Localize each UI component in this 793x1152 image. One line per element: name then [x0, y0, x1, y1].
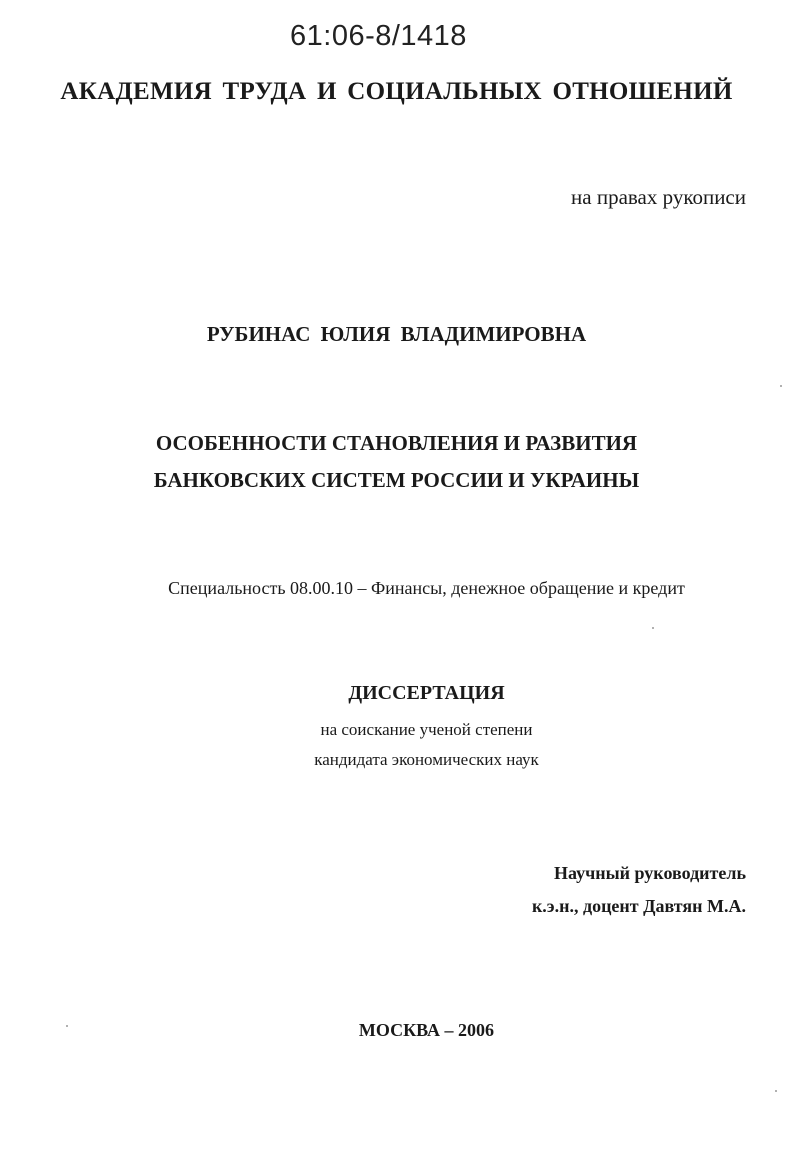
organization-name: АКАДЕМИЯ ТРУДА И СОЦИАЛЬНЫХ ОТНОШЕНИЙ: [60, 78, 733, 105]
author-name: РУБИНАС ЮЛИЯ ВЛАДИМИРОВНА: [206, 322, 587, 346]
title-line-1: ОСОБЕННОСТИ СТАНОВЛЕНИЯ И РАЗВИТИЯ: [155, 431, 638, 455]
supervisor-block: [532, 857, 746, 923]
scan-speck: [780, 385, 782, 387]
scan-speck: [652, 627, 654, 629]
scan-speck: [775, 1090, 777, 1092]
work-description: [0, 682, 793, 775]
supervisor-role: Научный руководитель: [554, 863, 746, 883]
title-line-2: БАНКОВСКИХ СИСТЕМ РОССИИ И УКРАИНЫ: [153, 468, 640, 492]
dissertation-title: [0, 425, 793, 499]
city-year: МОСКВА – 2006: [358, 1020, 495, 1040]
specialty-line: Специальность 08.00.10 – Финансы, денежное обращение и кредит: [168, 578, 685, 598]
library-stamp-code: 61:06-8/1418: [290, 20, 467, 52]
work-type: ДИССЕРТАЦИЯ: [348, 682, 505, 704]
supervisor-name: к.э.н., доцент Давтян М.А.: [531, 896, 746, 916]
degree-line-2: кандидата экономических наук: [314, 750, 539, 769]
scan-speck: [66, 1025, 68, 1027]
degree-line-1: на соискание ученой степени: [320, 720, 533, 739]
manuscript-note: на правах рукописи: [571, 185, 746, 209]
